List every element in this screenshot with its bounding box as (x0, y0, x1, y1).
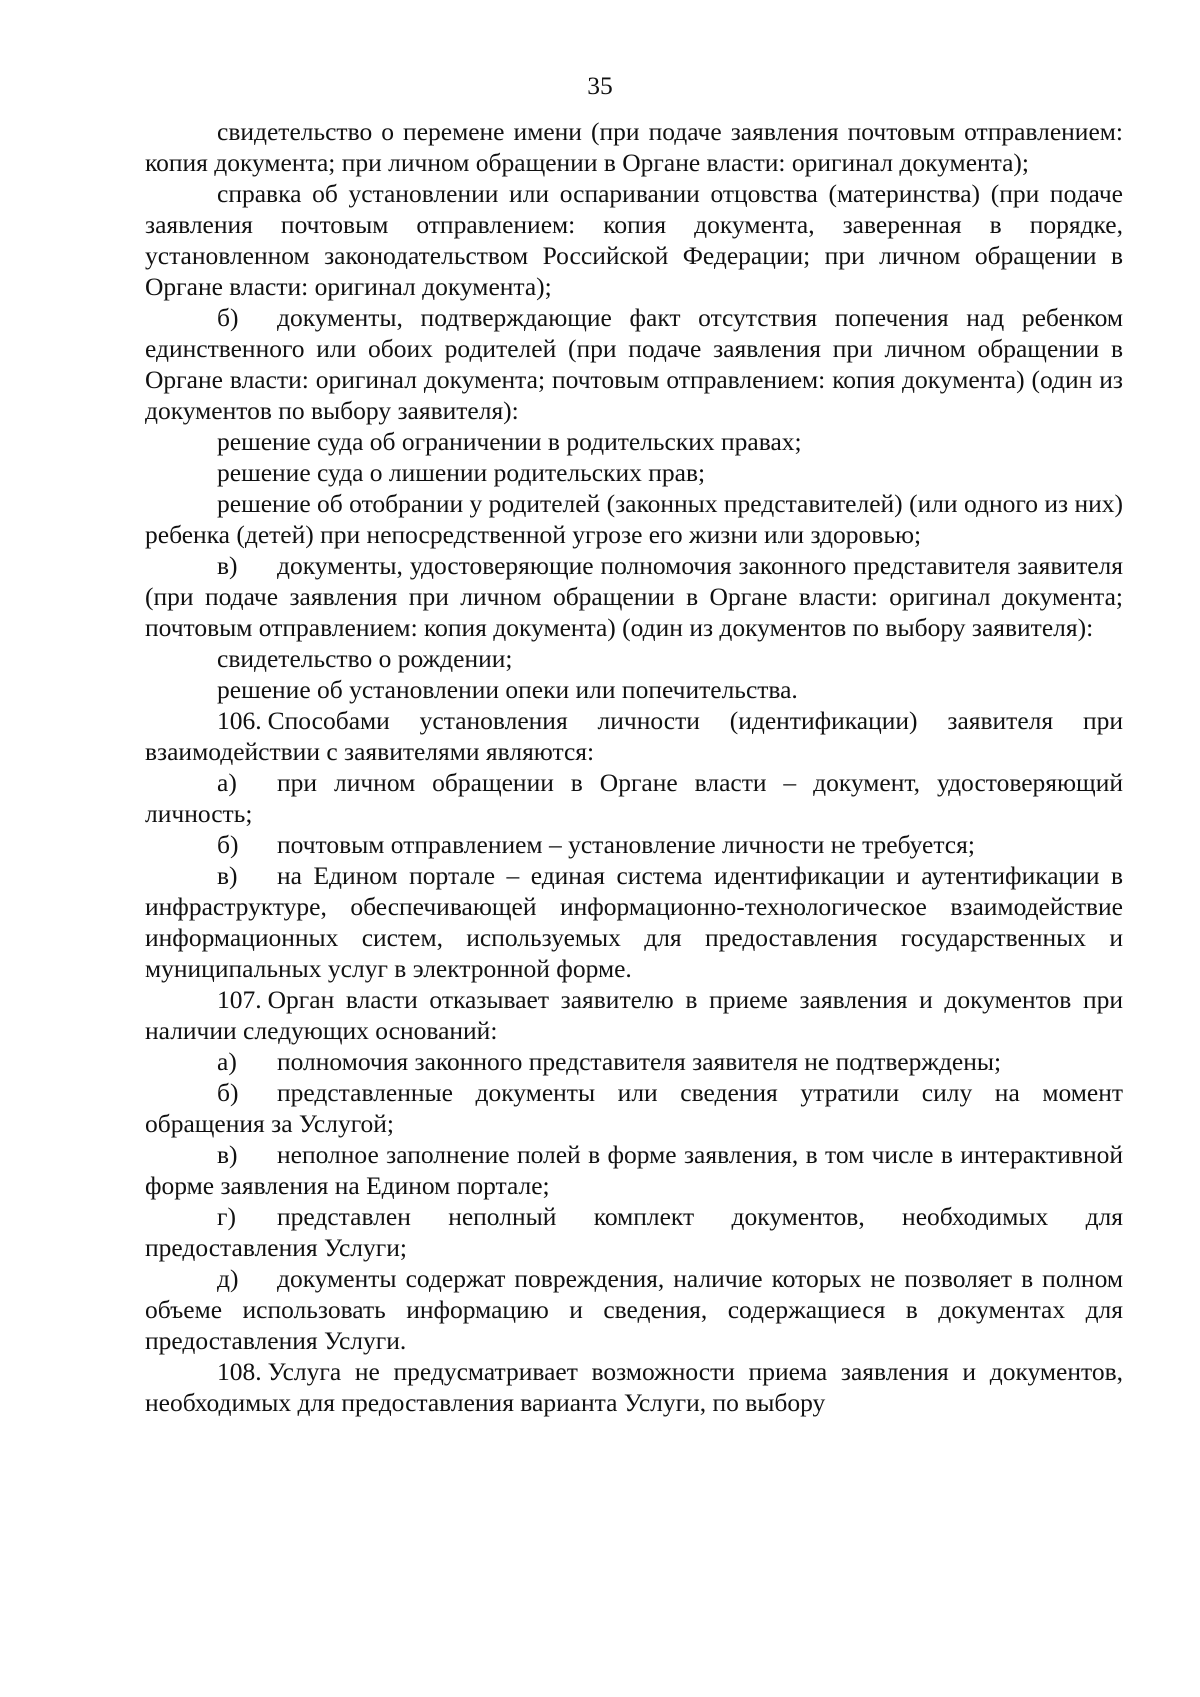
numbered-paragraph (145, 984, 1123, 1046)
paragraph-text: решение об установлении опеки или попечительства. (217, 675, 798, 704)
numbered-paragraph (145, 705, 1123, 767)
paragraph-text: Способами установления личности (идентификации) заявителя при взаимодействии с заявителями являются: (145, 706, 1123, 766)
paragraph (145, 674, 1123, 705)
list-item-text: документы, подтверждающие факт отсутствия попечения над ребенком единственного или обоих родителей (при подаче заявления при личном обращении в Органе власти: оригинал документа; почтовым отправлением: копия документа) (один из документов по выбору заявителя): (145, 303, 1123, 425)
list-item-text: документы, удостоверяющие полномочия законного представителя заявителя (при подаче заявления при личном обращении в Органе власти: оригинал документа; почтовым отправлением: копия документа) (один из документов по выбору заявителя): (145, 551, 1123, 642)
list-item (145, 1046, 1123, 1077)
list-marker: в) (217, 861, 238, 890)
list-item (145, 1139, 1123, 1201)
list-item-text: почтовым отправлением – установление личности не требуется; (277, 830, 975, 859)
page-number: 35 (587, 71, 613, 100)
list-item (145, 860, 1123, 984)
list-marker: г) (217, 1202, 236, 1231)
list-item-text: полномочия законного представителя заявителя не подтверждены; (277, 1047, 1002, 1076)
list-item-text: представленные документы или сведения утратили силу на момент обращения за Услугой; (145, 1078, 1123, 1138)
paragraph (145, 457, 1123, 488)
list-item (145, 550, 1123, 643)
paragraph-text: свидетельство о перемене имени (при подаче заявления почтовым отправлением: копия документа; при личном обращении в Органе власти: оригинал документа); (145, 117, 1123, 177)
paragraph (145, 116, 1123, 178)
list-item-text: на Едином портале – единая система идентификации и аутентификации в инфраструктуре, обеспечивающей информационно-технологическое взаимодействие информационных систем, используемых для предоставления государственных и муниципальных услуг в электронной форме. (145, 861, 1123, 983)
list-item-text: документы содержат повреждения, наличие которых не позволяет в полном объеме использовать информацию и сведения, содержащиеся в документах для предоставления Услуги. (145, 1264, 1123, 1355)
paragraph-text: решение об отобрании у родителей (законных представителей) (или одного из них) ребенка (детей) при непосредственной угрозе его жизни или здоровью; (145, 489, 1123, 549)
numbered-paragraph (145, 1356, 1123, 1418)
list-item (145, 767, 1123, 829)
paragraph (145, 488, 1123, 550)
paragraph-number: 106. (217, 706, 262, 735)
paragraph-number: 108. (217, 1357, 262, 1386)
list-marker: а) (217, 1047, 237, 1076)
list-marker: б) (217, 1078, 239, 1107)
document-body (145, 116, 1123, 1418)
list-item (145, 1263, 1123, 1356)
list-marker: б) (217, 303, 239, 332)
paragraph (145, 178, 1123, 302)
list-item (145, 302, 1123, 426)
list-marker: д) (217, 1264, 239, 1293)
list-item-text: при личном обращении в Органе власти – документ, удостоверяющий личность; (145, 768, 1123, 828)
list-item-text: неполное заполнение полей в форме заявления, в том числе в интерактивной форме заявления на Едином портале; (145, 1140, 1123, 1200)
paragraph-text: справка об установлении или оспаривании отцовства (материнства) (при подаче заявления почтовым отправлением: копия документа, заверенная в порядке, установленном законодательством Российской Федерации; при личном обращении в Органе власти: оригинал документа); (145, 179, 1123, 301)
paragraph-number: 107. (217, 985, 262, 1014)
list-marker: в) (217, 551, 238, 580)
list-marker: б) (217, 830, 239, 859)
paragraph (145, 426, 1123, 457)
paragraph-text: свидетельство о рождении; (217, 644, 513, 673)
list-item-text: представлен неполный комплект документов, необходимых для предоставления Услуги; (145, 1202, 1123, 1262)
paragraph-text: Орган власти отказывает заявителю в приеме заявления и документов при наличии следующих оснований: (145, 985, 1123, 1045)
list-item (145, 1077, 1123, 1139)
list-item (145, 1201, 1123, 1263)
paragraph (145, 643, 1123, 674)
paragraph-text: Услуга не предусматривает возможности приема заявления и документов, необходимых для предоставления варианта Услуги, по выбору (145, 1357, 1123, 1417)
paragraph-text: решение суда о лишении родительских прав; (217, 458, 706, 487)
list-marker: а) (217, 768, 237, 797)
list-item (145, 829, 1123, 860)
paragraph-text: решение суда об ограничении в родительских правах; (217, 427, 802, 456)
list-marker: в) (217, 1140, 238, 1169)
